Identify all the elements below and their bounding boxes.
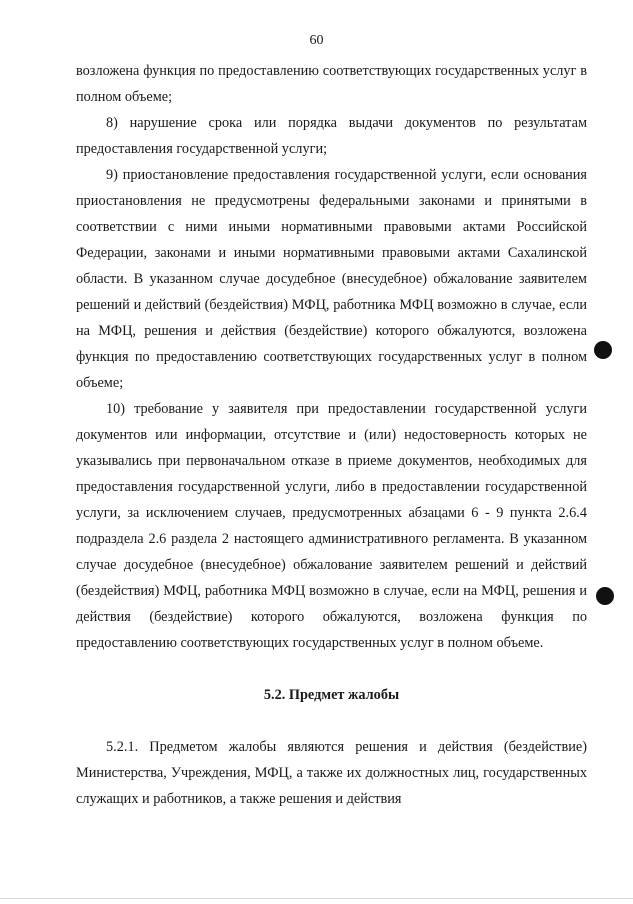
document-body [76, 58, 587, 812]
section-heading: 5.2. Предмет жалобы [263, 687, 400, 703]
paragraph-item-8: 8) нарушение срока или порядка выдачи документов по результатам предоставления государственной услуги; [76, 115, 587, 157]
hole-punch-mark [596, 587, 614, 605]
paragraph-continuation: возложена функция по предоставлению соответствующих государственных услуг в полном объеме; [76, 63, 587, 105]
scan-edge-line [0, 898, 633, 899]
paragraph-item-10: 10) требование у заявителя при предоставлении государственной услуги документов или информации, отсутствие и (или) недостоверность которых не указывались при первоначальном отказе в приеме документов, необходимых для предоставления государственной услуги, либо в предоставлении государственной услуги, за исключением случаев, предусмотренных абзацами 6 - 9 пункта 2.6.4 подраздела 2.6 раздела 2 настоящего административного регламента. В указанном случае досудебное (внесудебное) обжалование заявителем решений и действий (бездействия) МФЦ, работника МФЦ возможно в случае, если на МФЦ, решения и действия (бездействие) которого обжалуются, возложена функция по предоставлению соответствующих государственных услуг в полном объеме. [76, 401, 587, 651]
paragraph-5-2-1: 5.2.1. Предметом жалобы являются решения и действия (бездействие) Министерства, Учреждения, МФЦ, а также их должностных лиц, государственных служащих и работников, а также решения и действия [76, 739, 587, 807]
paragraph-item-9: 9) приостановление предоставления государственной услуги, если основания приостановления не предусмотрены федеральными законами и принятыми в соответствии с ними иными нормативными правовыми актами Российской Федерации, законами и иными нормативными правовыми актами Сахалинской области. В указанном случае досудебное (внесудебное) обжалование заявителем решений и действий (бездействия) МФЦ, работника МФЦ возможно в случае, если на МФЦ, решения и действия (бездействие) которого обжалуются, возложена функция по предоставлению соответствующих государственных услуг в полном объеме; [76, 167, 587, 391]
hole-punch-mark [594, 341, 612, 359]
page-number: 60 [309, 33, 324, 48]
